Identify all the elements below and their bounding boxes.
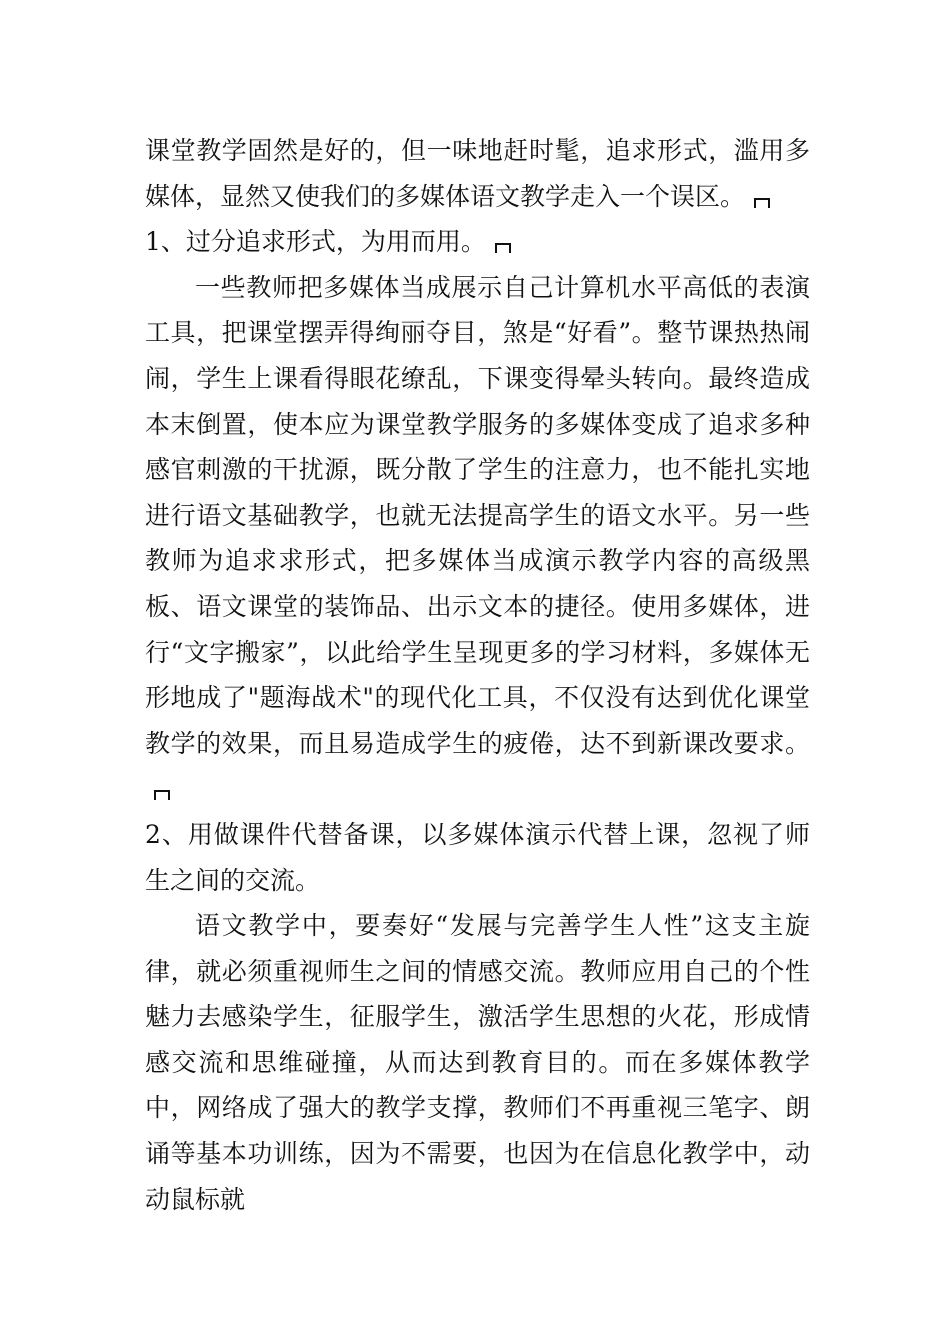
list-item-1-text: 1、过分追求形式，为用而用。	[145, 227, 486, 257]
paragraph-mark-icon	[153, 787, 171, 800]
paragraph-mark-icon	[753, 195, 771, 208]
paragraph-mark-icon	[494, 240, 512, 253]
paragraph-1	[145, 128, 810, 219]
paragraph-3-text: 语文教学中，要奏好“发展与完善学生人性”这支主旋律，就必须重视师生之间的情感交流。教师应用自己的个性魅力去感染学生，征服学生，激活学生思想的火花，形成情感交流和思维碰撞，从而达到教育目的。而在多媒体教学中，网络成了强大的教学支撑，教师们不再重视三笔字、朗诵等基本功训练，因为不需要，也因为在信息化教学中，动动鼠标就	[145, 911, 810, 1214]
list-item-2-text: 2、用做课件代替备课，以多媒体演示代替上课，忽视了师生之间的交流。	[145, 819, 810, 895]
paragraph-1-text: 课堂教学固然是好的，但一味地赶时髦，追求形式，滥用多媒体，显然又使我们的多媒体语文教学走入一个误区。	[145, 136, 810, 211]
paragraph-2-text: 一些教师把多媒体当成展示自己计算机水平高低的表演工具，把课堂摆弄得绚丽夺目，煞是“好看”。整节课热热闹闹，学生上课看得眼花缭乱，下课变得晕头转向。最终造成本末倒置，使本应为课堂教学服务的多媒体变成了追求多种感官刺激的干扰源，既分散了学生的注意力，也不能扎实地进行语文基础教学，也就无法提高学生的语文水平。另一些教师为追求求形式，把多媒体当成演示教学内容的高级黑板、语文课堂的装饰品、出示文本的捷径。使用多媒体，进行“文字搬家”，以此给学生呈现更多的学习材料，多媒体无形地成了"题海战术"的现代化工具，不仅没有达到优化课堂教学的效果，而且易造成学生的疲倦，达不到新课改要求。	[145, 272, 810, 758]
document-page	[145, 128, 810, 1222]
paragraph-2	[145, 265, 810, 812]
list-item-1	[145, 219, 810, 265]
list-item-2	[145, 812, 810, 903]
paragraph-3	[145, 903, 810, 1222]
